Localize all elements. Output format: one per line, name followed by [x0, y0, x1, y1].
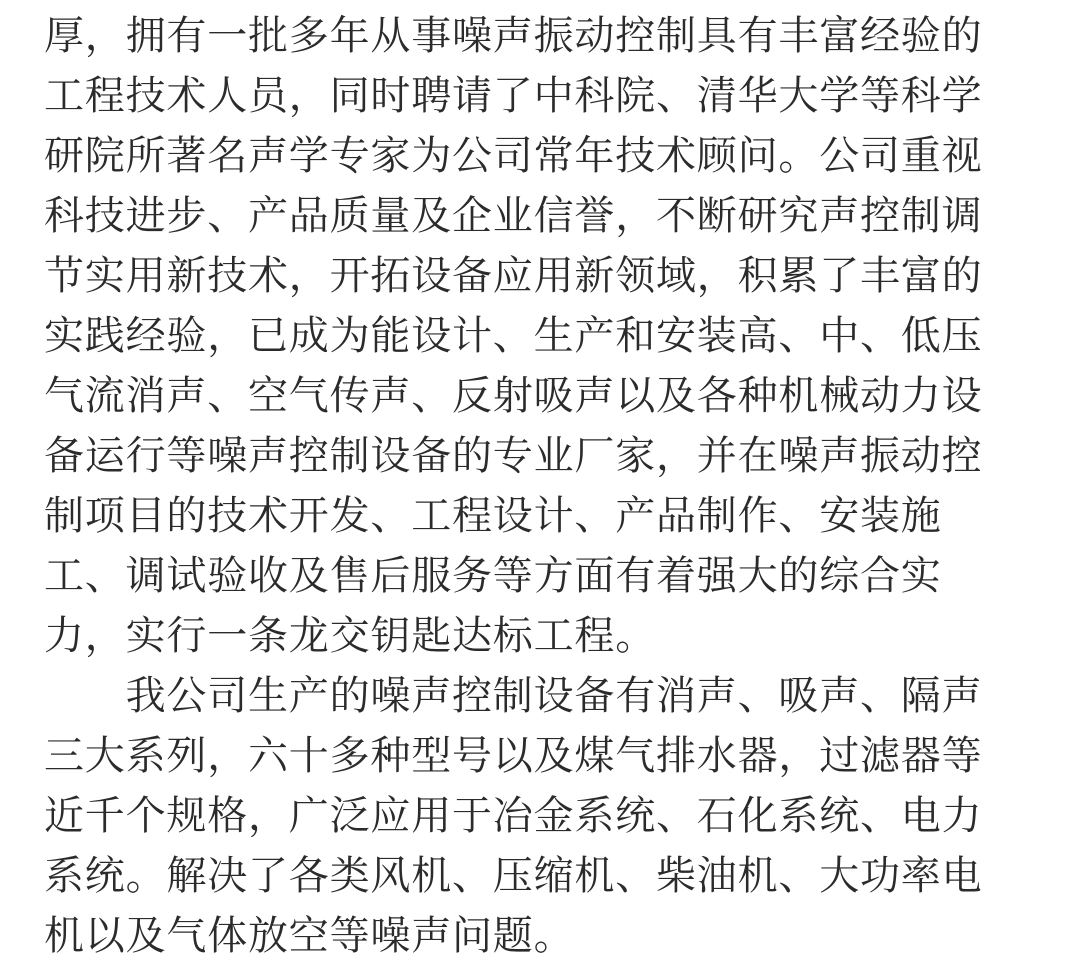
text-line: 工程技术人员，同时聘请了中科院、清华大学等科学 — [44, 73, 983, 119]
text-line-cropped: 机以及气体放空等噪声问题。 — [44, 913, 575, 959]
text-line: 三大系列，六十多种型号以及煤气排水器，过滤器等 — [44, 733, 983, 779]
text-line: 厚，拥有一批多年从事噪声振动控制具有丰富经验的 — [44, 13, 983, 59]
paragraph-start-line: 我公司生产的噪声控制设备有消声、吸声、隔声 — [44, 673, 983, 719]
text-line: 科技进步、产品质量及企业信誉，不断研究声控制调 — [44, 193, 983, 239]
text-line: 近千个规格，广泛应用于冶金系统、石化系统、电力 — [44, 793, 983, 839]
text-line: 工、调试验收及售后服务等方面有着强大的综合实 — [44, 553, 942, 599]
text-line: 制项目的技术开发、工程设计、产品制作、安装施 — [44, 493, 942, 539]
text-line: 节实用新技术，开拓设备应用新领域，积累了丰富的 — [44, 253, 983, 299]
text-line: 实践经验，已成为能设计、生产和安装高、中、低压 — [44, 313, 983, 359]
text-line: 力，实行一条龙交钥匙达标工程。 — [44, 613, 656, 659]
text-line: 研院所著名声学专家为公司常年技术顾问。公司重视 — [44, 133, 983, 179]
text-line: 备运行等噪声控制设备的专业厂家，并在噪声振动控 — [44, 433, 983, 479]
text-line: 系统。解决了各类风机、压缩机、柴油机、大功率电 — [44, 853, 983, 899]
article-body — [44, 6, 1024, 966]
text-line: 气流消声、空气传声、反射吸声以及各种机械动力设 — [44, 373, 983, 419]
